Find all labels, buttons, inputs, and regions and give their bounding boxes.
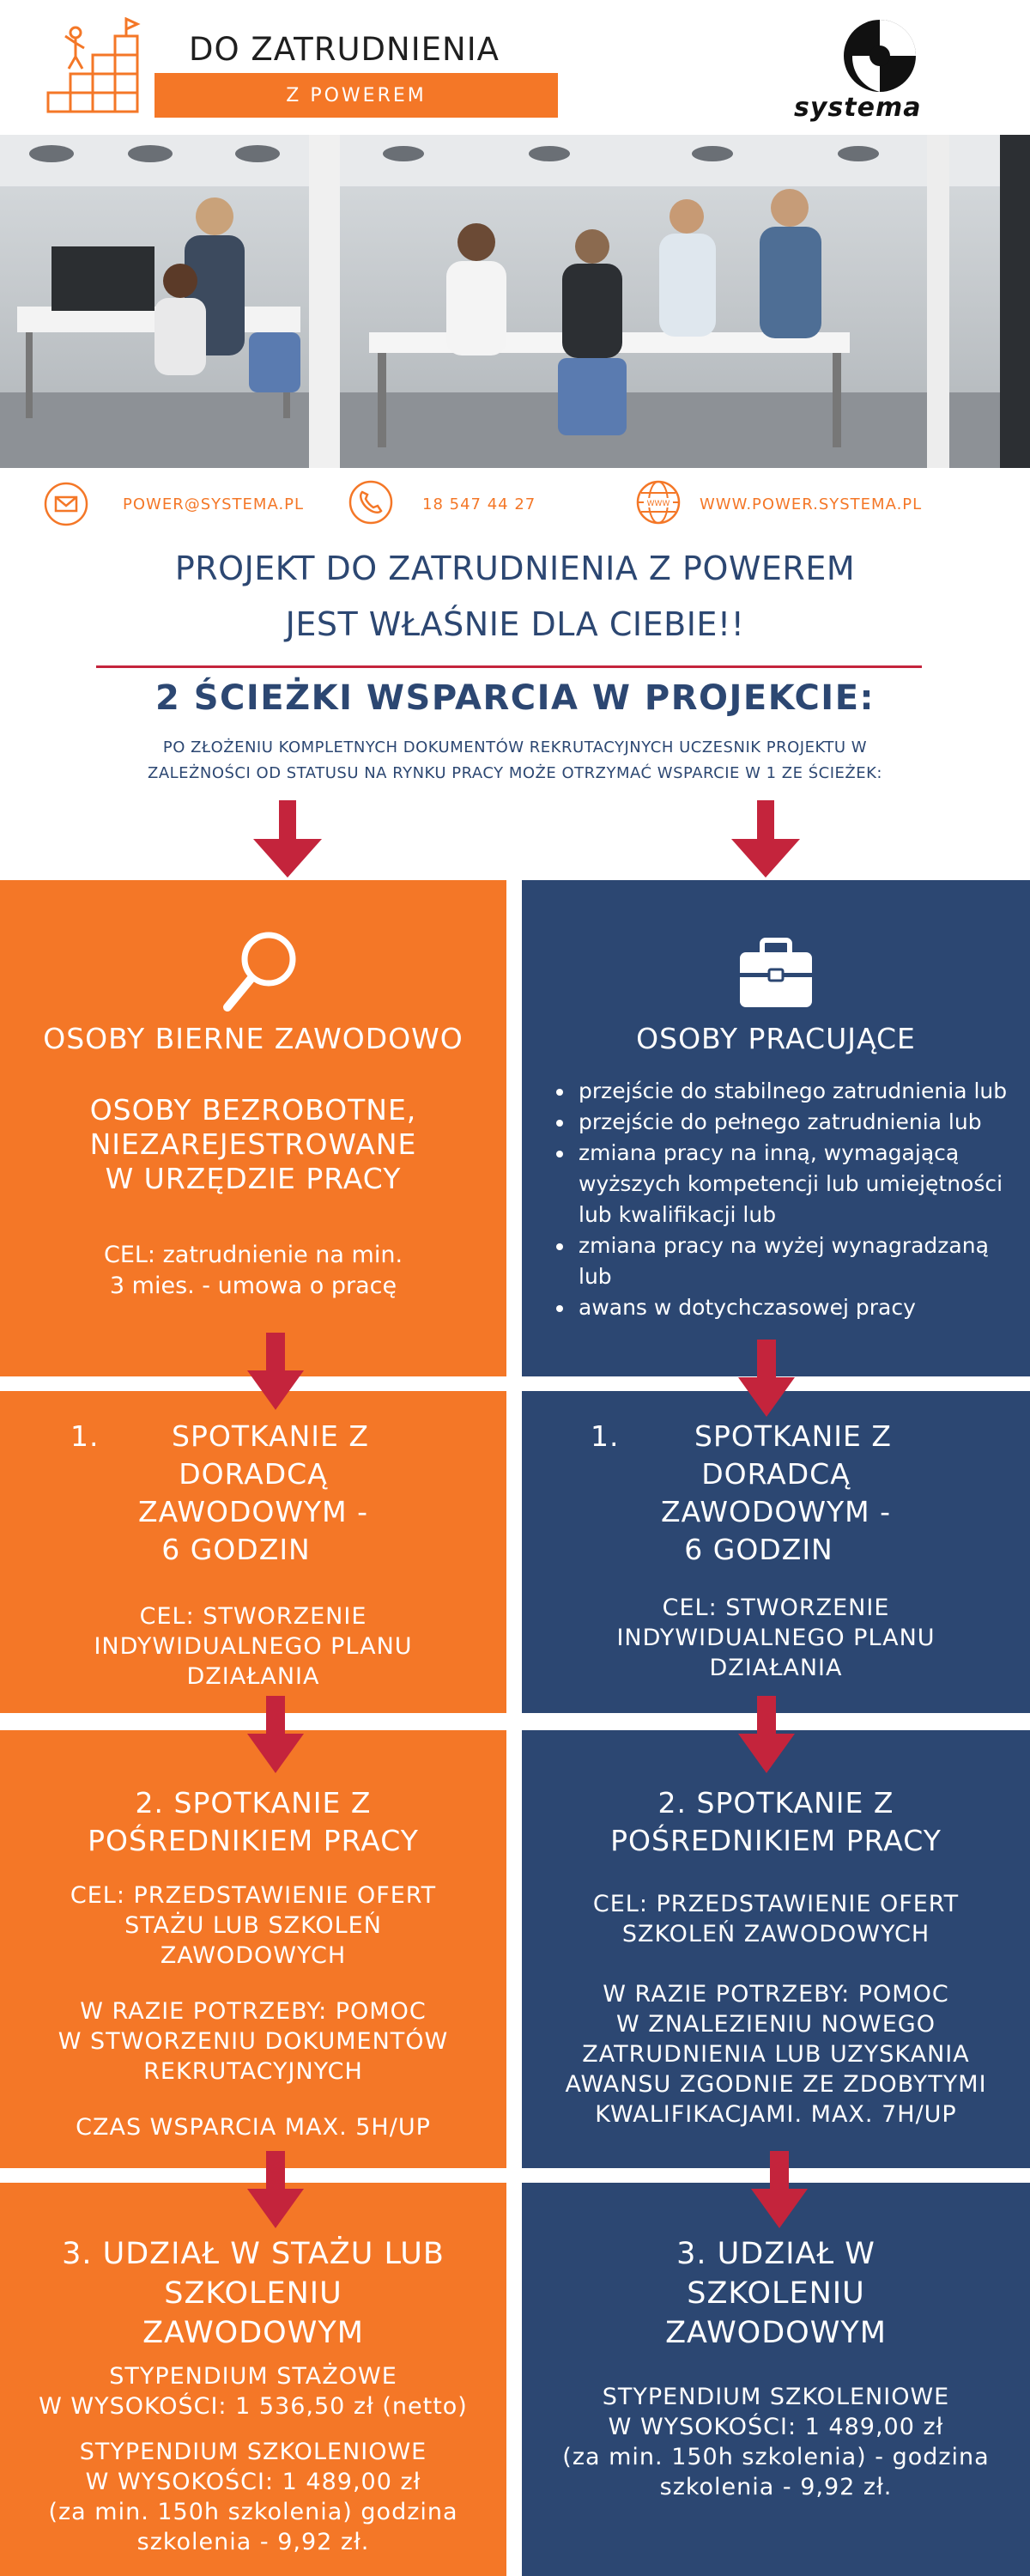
left-panel-step2 xyxy=(0,1730,506,2168)
arrow-down-icon xyxy=(738,1340,795,1417)
right-panel-step1 xyxy=(522,1391,1030,1713)
right-step3-l2: SZKOLENIU xyxy=(687,2276,865,2311)
left-stip2-l2: W WYSOKOŚCI: 1 489,00 zł xyxy=(85,2469,421,2495)
headline-line1: PROJEKT DO ZATRUDNIENIA Z POWEREM xyxy=(174,550,856,587)
right-bullet-4: • zmiana pracy na wyżej wynagradzaną lub xyxy=(575,1230,1007,1292)
header-title: DO ZATRUDNIENIA xyxy=(189,31,500,68)
left-step2-help1: W RAZIE POTRZEBY: POMOC xyxy=(80,1998,427,2025)
left-stip2-l4: szkolenia - 9,92 zł. xyxy=(136,2529,370,2555)
right-step3-l1: 3. UDZIAŁ W xyxy=(676,2237,876,2271)
career-stairs-icon xyxy=(45,17,148,116)
left-sub3: W URZĘDZIE PRACY xyxy=(105,1162,402,1195)
right-bullet-2: • przejście do pełnego zatrudnienia lub xyxy=(575,1107,1007,1138)
right-heading: OSOBY PRACUJĄCE xyxy=(636,1022,916,1055)
right-step1-l1: SPOTKANIE Z xyxy=(694,1419,892,1453)
left-step2-help3: REKRUTACYJNYCH xyxy=(143,2058,363,2085)
left-step3-l2: SZKOLENIU xyxy=(164,2276,342,2311)
systema-logo xyxy=(837,17,923,94)
arrow-down-icon xyxy=(247,2151,304,2228)
right-step1-goal3: DZIAŁANIA xyxy=(709,1655,843,1681)
arrow-down-icon xyxy=(731,800,800,878)
left-sub1: OSOBY BEZROBOTNE, xyxy=(89,1093,417,1127)
left-step1-l4: 6 GODZIN xyxy=(161,1533,311,1566)
left-step1-l3: ZAWODOWYM - xyxy=(137,1495,369,1528)
left-panel-step3 xyxy=(0,2183,506,2576)
right-panel-step3 xyxy=(522,2183,1030,2576)
right-step2-help5: KWALIFIKACJAMI. MAX. 7H/UP xyxy=(595,2101,957,2128)
brand-name: systema xyxy=(794,93,922,123)
email-icon xyxy=(43,481,89,527)
right-bullet-3: • zmiana pracy na inną, wymagającą wyższych kompetencji lub umiejętności lub kwalifikacji lub xyxy=(575,1138,1007,1230)
right-panel-target-group xyxy=(522,880,1030,1376)
right-stip-l2: W WYSOKOŚCI: 1 489,00 zł xyxy=(608,2414,944,2440)
left-step2-l1: 2. SPOTKANIE Z xyxy=(135,1786,372,1820)
right-bullet-1: • przejście do stabilnego zatrudnienia lub xyxy=(575,1076,1007,1107)
left-step1-goal1: CEL: STWORZENIE xyxy=(139,1603,367,1630)
right-step2-help3: ZATRUDNIENIA LUB UZYSKANIA xyxy=(582,2041,970,2068)
arrow-down-icon xyxy=(247,1333,304,1410)
arrow-down-icon xyxy=(751,2151,808,2228)
left-step1-goal3: DZIAŁANIA xyxy=(186,1663,320,1690)
arrow-down-icon xyxy=(247,1696,304,1773)
magnifier-icon xyxy=(219,925,305,1019)
right-step2-help1: W RAZIE POTRZEBY: POMOC xyxy=(603,1981,949,2008)
left-stip1-l2: W WYSOKOŚCI: 1 536,50 zł (netto) xyxy=(39,2393,468,2420)
arrow-down-icon xyxy=(253,800,322,878)
left-goal1: CEL: zatrudnienie na min. xyxy=(103,1242,403,1268)
office-team-photo xyxy=(0,135,1030,468)
right-step2-l1: 2. SPOTKANIE Z xyxy=(657,1786,894,1820)
left-step2-goal2: STAŻU LUB SZKOLEŃ xyxy=(124,1912,382,1939)
right-stip-l4: szkolenia - 9,92 zł. xyxy=(659,2474,893,2500)
left-step1-number: 1. xyxy=(70,1419,100,1453)
left-goal2: 3 mies. - umowa o pracę xyxy=(109,1273,397,1299)
right-stip-l1: STYPENDIUM SZKOLENIOWE xyxy=(602,2384,950,2410)
left-step3-l3: ZAWODOWYM xyxy=(142,2316,364,2350)
right-step1-l3: ZAWODOWYM - xyxy=(660,1495,892,1528)
right-bullet-5: • awans w dotychczasowej pracy xyxy=(575,1292,1007,1323)
right-step3-l3: ZAWODOWYM xyxy=(665,2316,887,2350)
phone-icon xyxy=(348,479,394,526)
headline-divider xyxy=(96,665,922,668)
right-step2-help2: W ZNALEZIENIU NOWEGO xyxy=(616,2011,936,2038)
right-step1-number: 1. xyxy=(591,1419,620,1453)
right-step2-goal1: CEL: PRZEDSTAWIENIE OFERT xyxy=(592,1891,960,1917)
right-step1-l4: 6 GODZIN xyxy=(684,1533,833,1566)
right-bullet-list xyxy=(522,1076,1030,1368)
contact-phone[interactable]: 18 547 44 27 xyxy=(422,495,536,513)
right-step2-l2: POŚREDNIKIEM PRACY xyxy=(610,1824,942,1857)
header-subtitle-bar xyxy=(154,73,558,118)
right-step1-goal1: CEL: STWORZENIE xyxy=(662,1595,890,1621)
left-sub2: NIEZAREJESTROWANE xyxy=(89,1127,417,1161)
contact-website[interactable]: WWW.POWER.SYSTEMA.PL xyxy=(700,495,923,513)
globe-icon xyxy=(635,479,682,526)
intro-line2: ZALEŻNOŚCI OD STATUSU NA RYNKU PRACY MOŻE OTRZYMAĆ WSPARCIE W 1 ZE ŚCIEŻEK: xyxy=(148,764,882,782)
arrow-down-icon xyxy=(738,1696,795,1773)
left-stip1-l1: STYPENDIUM STAŻOWE xyxy=(109,2363,397,2390)
left-stip2-l1: STYPENDIUM SZKOLENIOWE xyxy=(79,2439,427,2465)
right-step2-help4: AWANSU ZGODNIE ZE ZDOBYTYMI xyxy=(565,2071,987,2098)
contact-email[interactable]: POWER@SYSTEMA.PL xyxy=(123,495,305,513)
svg-text:WWW: WWW xyxy=(646,500,670,508)
briefcase-icon xyxy=(736,933,815,1012)
left-heading: OSOBY BIERNE ZAWODOWO xyxy=(43,1022,464,1055)
intro-line1: PO ZŁOŻENIU KOMPLETNYCH DOKUMENTÓW REKRUTACYJNYCH UCZESNIK PROJEKTU W xyxy=(162,738,868,756)
left-panel-target-group xyxy=(0,880,506,1376)
left-panel-step1 xyxy=(0,1391,506,1713)
left-step2-help2: W STWORZENIU DOKUMENTÓW xyxy=(58,2028,449,2055)
headline-line2: JEST WŁAŚNIE DLA CIEBIE!! xyxy=(285,605,745,643)
right-step1-goal2: INDYWIDUALNEGO PLANU xyxy=(616,1625,936,1651)
left-step3-l1: 3. UDZIAŁ W STAŻU LUB xyxy=(62,2237,445,2271)
header-subtitle: Z POWEREM xyxy=(286,84,427,106)
left-stip2-l3: (za min. 150h szkolenia) godzina xyxy=(48,2499,458,2525)
left-step1-l1: SPOTKANIE Z xyxy=(172,1419,369,1453)
right-step2-goal2: SZKOLEŃ ZAWODOWYCH xyxy=(621,1921,930,1947)
left-step1-l2: DORADCĄ xyxy=(179,1457,328,1491)
right-panel-step2 xyxy=(522,1730,1030,2168)
left-step2-goal1: CEL: PRZEDSTAWIENIE OFERT xyxy=(70,1882,437,1909)
left-step1-goal2: INDYWIDUALNEGO PLANU xyxy=(94,1633,413,1660)
right-step1-l2: DORADCĄ xyxy=(701,1457,851,1491)
right-stip-l3: (za min. 150h szkolenia) - godzina xyxy=(562,2444,990,2470)
paths-title: 2 ŚCIEŻKI WSPARCIA W PROJEKCIE: xyxy=(154,678,876,718)
left-step2-time: CZAS WSPARCIA MAX. 5H/UP xyxy=(76,2114,431,2141)
left-step2-goal3: ZAWODOWYCH xyxy=(160,1942,347,1969)
left-step2-l2: POŚREDNIKIEM PRACY xyxy=(88,1824,419,1857)
